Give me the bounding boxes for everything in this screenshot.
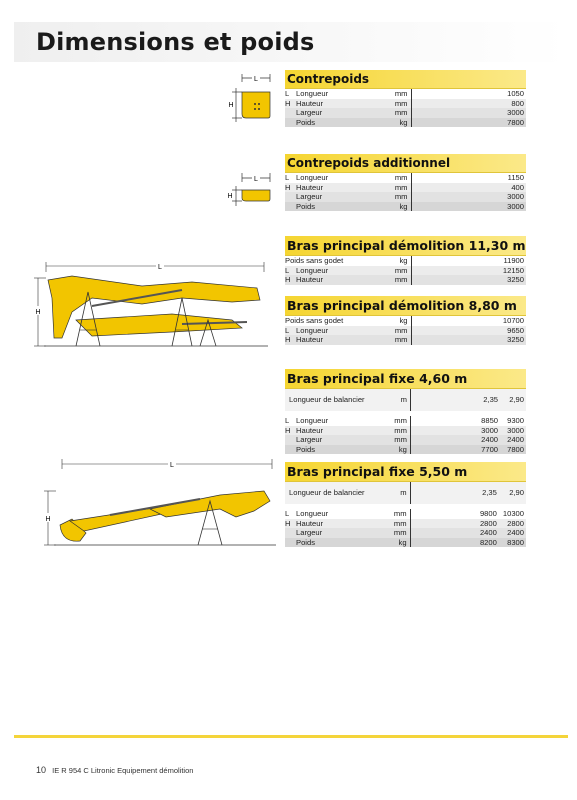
table-row: L Longueur mm 1050 — [285, 89, 524, 98]
spec-table — [285, 173, 526, 211]
table-row: H Hauteur mm 2800 2800 — [285, 518, 524, 528]
section-title: Bras principal fixe 5,50 m — [285, 462, 526, 482]
table-row: L Longueur mm 9800 10300 — [285, 509, 524, 518]
spec-table — [285, 389, 526, 454]
table-row: H Hauteur mm 400 — [285, 182, 524, 192]
section-title: Bras principal fixe 4,60 m — [285, 369, 526, 389]
demolition-boom-diagram — [32, 258, 272, 354]
arm-length-label: L — [170, 462, 174, 469]
table-row: Poids kg 7800 — [285, 118, 526, 128]
footer-divider — [14, 735, 568, 738]
table-row: H Hauteur mm 800 — [285, 98, 524, 108]
footer-text: IE R 954 C Litronic Equipement démolition — [52, 766, 194, 775]
section-bras-fixe-550 — [285, 462, 526, 547]
spec-table — [285, 256, 526, 285]
table-row: Longueur de balancier m 2,35 2,90 — [285, 389, 526, 411]
table-row: Largeur mm 2400 2400 — [285, 528, 526, 538]
footer — [36, 765, 193, 775]
section-bras-demolition-1130 — [285, 236, 526, 285]
cw-height-label: H — [228, 102, 234, 109]
counterweight-diagram — [222, 72, 282, 132]
arm-height-label: H — [45, 516, 51, 523]
table-row: Poids sans godet kg 11900 — [285, 256, 524, 265]
additional-counterweight-diagram — [222, 170, 282, 215]
fixed-boom-diagram — [40, 455, 280, 550]
table-row: Largeur mm 3000 — [285, 192, 526, 202]
spec-table — [285, 482, 526, 547]
page-title: Dimensions et poids — [14, 22, 568, 62]
section-contrepoids-additionnel — [285, 154, 526, 211]
page-number: 10 — [36, 765, 47, 775]
table-row: H Hauteur mm 3250 — [285, 275, 524, 285]
table-row: Largeur mm 3000 — [285, 108, 526, 118]
spec-table — [285, 316, 526, 345]
table-row: Poids sans godet kg 10700 — [285, 316, 524, 325]
table-row: Poids kg 7700 7800 — [285, 445, 526, 455]
cw-length-label: L — [254, 76, 258, 83]
section-title: Bras principal démolition 8,80 m — [285, 296, 526, 316]
section-contrepoids — [285, 70, 526, 127]
boom-length-label: L — [158, 264, 162, 271]
section-title: Contrepoids additionnel — [285, 154, 526, 173]
table-row: L Longueur mm 1150 — [285, 173, 524, 182]
section-bras-demolition-880 — [285, 296, 526, 345]
table-row: Longueur de balancier m 2,35 2,90 — [285, 482, 526, 504]
spec-table — [285, 89, 526, 127]
table-row: Poids kg 8200 8300 — [285, 538, 526, 548]
table-row: H Hauteur mm 3250 — [285, 335, 524, 345]
table-row: L Longueur mm 9650 — [285, 325, 524, 335]
section-title: Bras principal démolition 11,30 m — [285, 236, 526, 256]
table-row: H Hauteur mm 3000 3000 — [285, 425, 524, 435]
cwa-height-label: H — [227, 193, 233, 200]
section-bras-fixe-460 — [285, 369, 526, 454]
table-row: L Longueur mm 12150 — [285, 265, 524, 275]
table-row: Poids kg 3000 — [285, 202, 526, 212]
table-row: L Longueur mm 8850 9300 — [285, 416, 524, 425]
boom-height-label: H — [35, 309, 41, 316]
section-title: Contrepoids — [285, 70, 526, 89]
table-row: Largeur mm 2400 2400 — [285, 435, 526, 445]
cwa-length-label: L — [254, 176, 258, 183]
